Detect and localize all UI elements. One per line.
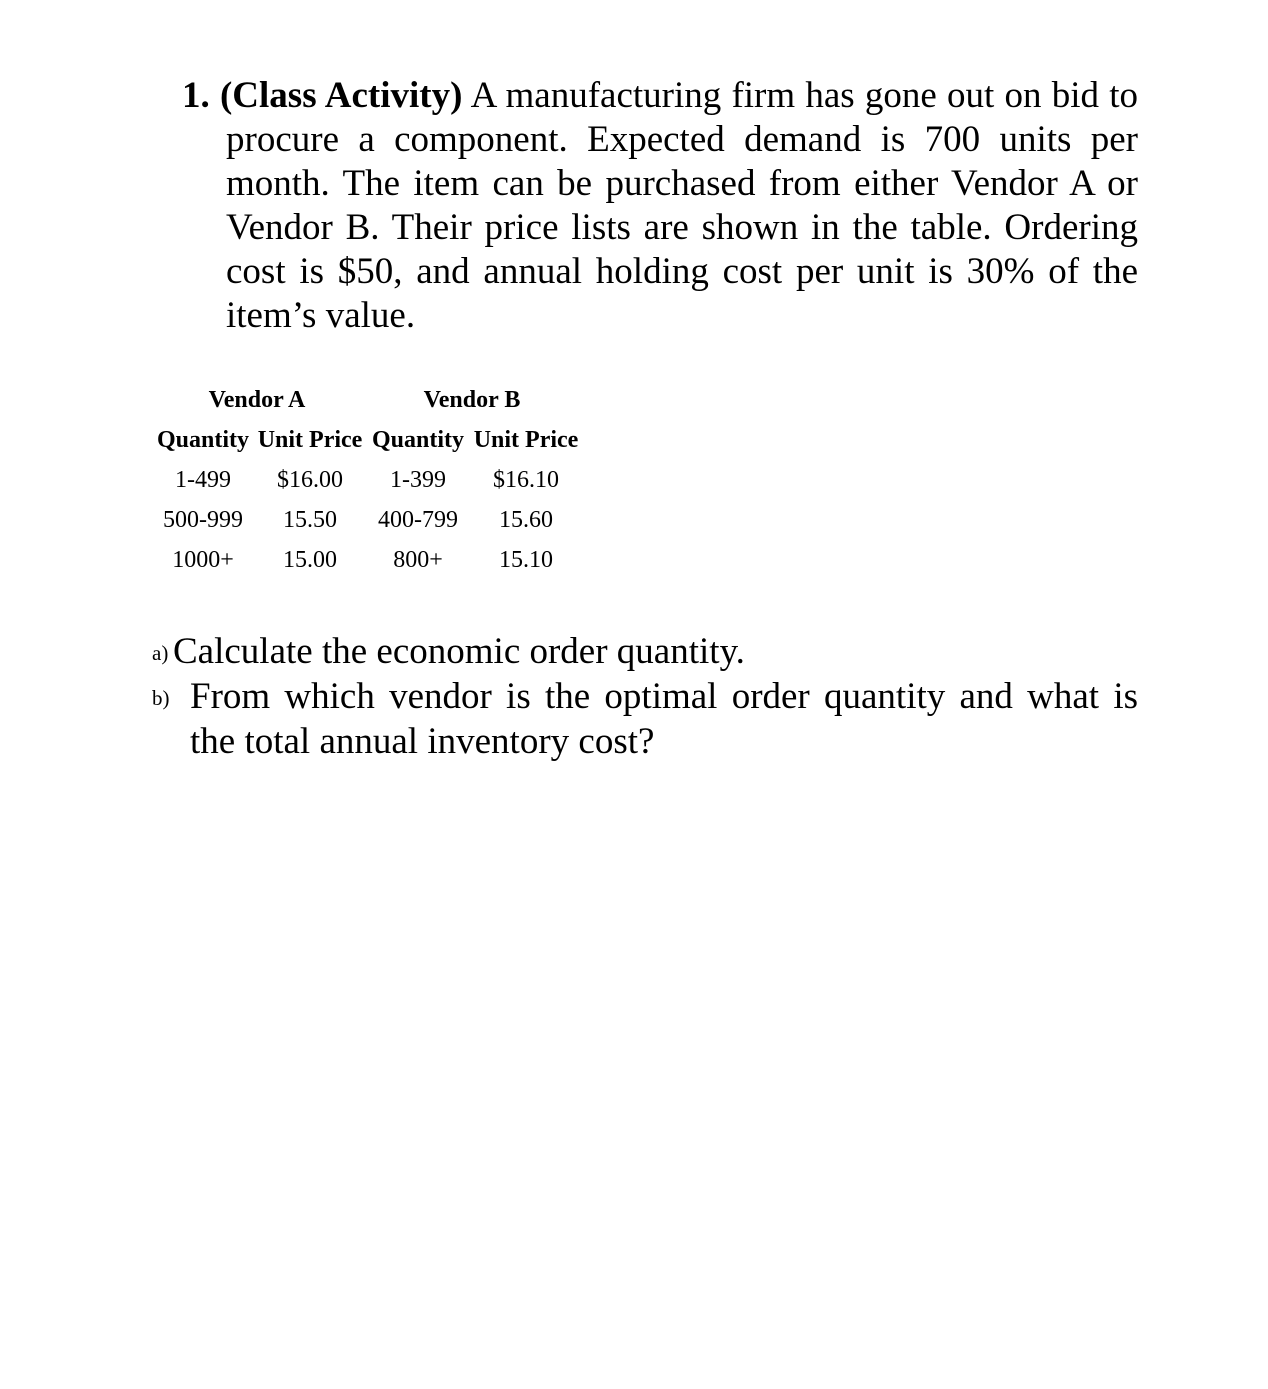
table-cell: 1-499 <box>175 466 231 493</box>
table-cell: 400-799 <box>378 506 458 533</box>
table-cell: $16.00 <box>277 466 343 493</box>
problem-number: 1. <box>182 75 210 116</box>
table-cell: 15.60 <box>499 506 553 533</box>
vendor-header-row <box>150 380 580 420</box>
table-cell: 15.50 <box>283 506 337 533</box>
question-a <box>150 629 1138 674</box>
problem-statement <box>182 74 1138 338</box>
vendor-b-header: Vendor B <box>423 386 521 413</box>
problem-text: A manufacturing firm has gone out on bid to procure a component. Expected demand is 700 units per month. The item can be purchased from either Vendor A or Vendor B. Their price lists are shown in the table. Ordering cost is $50, and annual holding cost per unit is 30% of the item’s value. <box>226 75 1139 336</box>
column-header: Unit Price <box>473 426 579 453</box>
column-header-row <box>150 420 580 460</box>
table-cell: 800+ <box>393 546 443 573</box>
table-cell: $16.10 <box>493 466 559 493</box>
question-list <box>150 629 1138 764</box>
table-row <box>150 500 580 540</box>
question-marker: a) <box>152 641 169 665</box>
table-cell: 15.10 <box>499 546 553 573</box>
question-text: Calculate the economic order quantity. <box>173 631 745 672</box>
table-row <box>150 460 580 500</box>
problem-tag: (Class Activity) <box>219 75 463 116</box>
vendor-a-header: Vendor A <box>208 386 306 413</box>
column-header: Unit Price <box>257 426 363 453</box>
question-marker: b) <box>152 686 170 710</box>
table-cell: 15.00 <box>283 546 337 573</box>
question-text: From which vendor is the optimal order quantity and what is the total annual inventory cost? <box>190 676 1138 762</box>
column-header: Quantity <box>156 426 249 453</box>
table-row <box>150 540 580 580</box>
table-cell: 1-399 <box>390 466 446 493</box>
table-cell: 500-999 <box>163 506 243 533</box>
table-cell: 1000+ <box>172 546 234 573</box>
price-table <box>150 380 580 580</box>
column-header: Quantity <box>371 426 464 453</box>
question-b <box>150 674 1138 764</box>
